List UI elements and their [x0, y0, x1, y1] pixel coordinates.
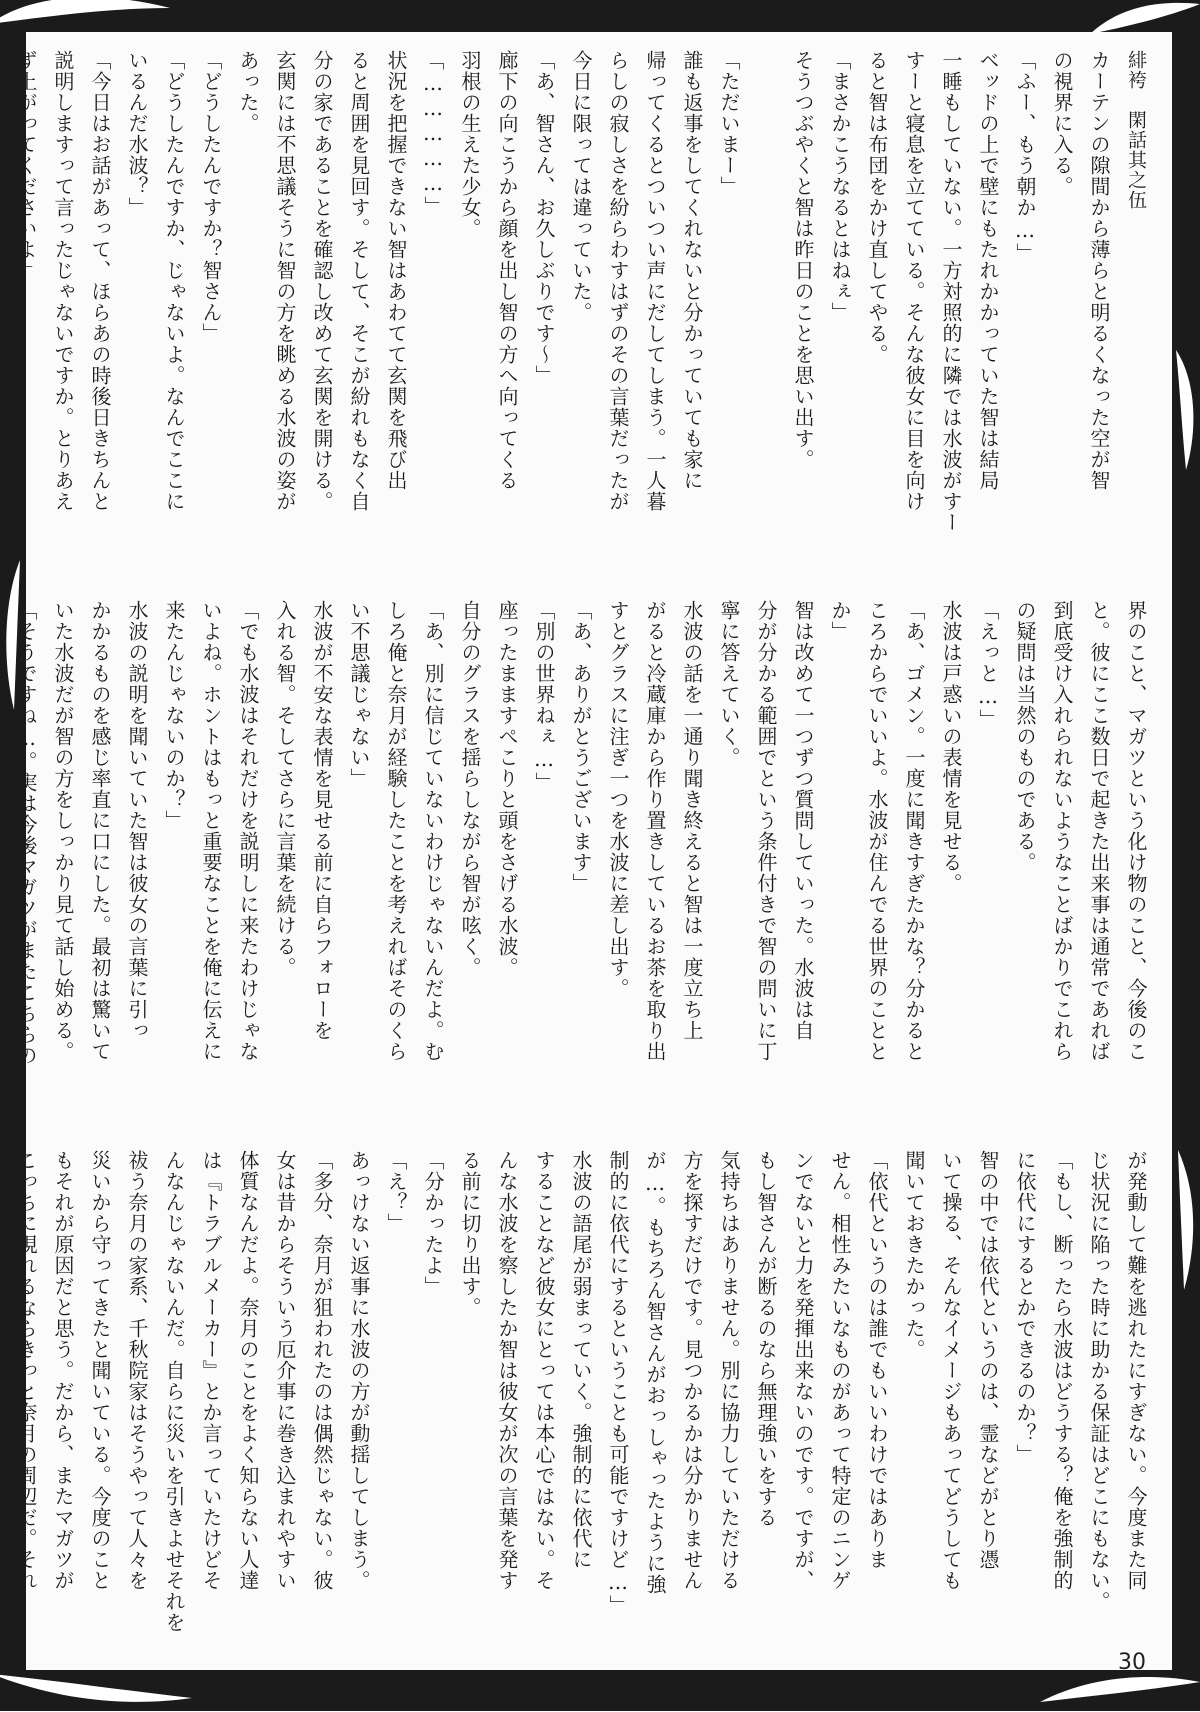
feather-decoration-bottom-left	[0, 1668, 192, 1712]
feather-decoration-bottom-right	[1040, 1672, 1200, 1711]
feather-decoration-right-1	[1172, 350, 1200, 470]
feather-decoration-right-2	[1172, 1150, 1200, 1290]
text-page	[14, 32, 1172, 1675]
text-block-middle	[14, 600, 1154, 1106]
story-text-middle: 界のこと、マガツという化け物のこと、今後のこ と。彼にここ数日で起きた出来事は通常であれば 到底受け入れられないようなことばかりでこれら の疑問は当然のものである。 「えっと…」 水波は戸惑いの表情を見せる。 「あ、ゴメン。一度に聞きすぎたかな？分かると ころからでいいよ。水波が住んでる世界のことと か」 智は改めて一つずつ質問していった。水波は自 分が分かる範囲でという条件付きで智の問いに丁 寧に答えていく。 水波の話を一通り聞き終えると智は一度立ち上 がると冷蔵庫から作り置きしているお茶を取り出 すとグラスに注ぎ一つを水波に差し出す。 「あ、ありがとうございます」 「別の世界ねぇ…」 座ったまますぺこりと頭をさげる水波。 自分のグラスを揺らしながら智が呟く。 「あ、別に信じていないわけじゃないんだよ。む しろ俺と奈月が経験したことを考えればそのくら い不思議じゃない」 水波が不安な表情を見せる前に自らフォローを 入れる智。そしてさらに言葉を続ける。 「でも水波はそれだけを説明しに来たわけじゃな いよね。ホントはもっと重要なことを俺に伝えに 来たんじゃないのか？」 水波の説明を聞いていた智は彼女の言葉に引っ かかるものを感じ率直に口にした。最初は驚いて いた水波だが智の方をしっかり見て話し始める。 「そうですね…。実は今後マガツがまたこちらの	[14, 600, 1148, 1066]
text-block-upper	[14, 50, 1154, 554]
text-block-lower	[14, 1150, 1154, 1654]
feather-decoration-top-left	[0, 0, 170, 34]
story-text-lower: が発動して難を逃れたにすぎない。今度また同 じ状況に陥った時に助かる保証はどこにもない。 「もし、断ったら水波はどうする？俺を強制的 に依代にするとかできるのか？」 智の中では依代というのは、霊などがとり憑 いて操る、そんなイメージもあってどうしても 聞いておきたかった。 「依代というのは誰でもいいわけではありま せん。相性みたいなものがあって特定のニンゲ ンでないと力を発揮出来ないのです。ですが、 もし智さんが断るのなら無理強いをする 気持ちはありません。別に協力していただける 方を探すだけです。見つかるかは分かりません が…。もちろん智さんがおっしゃったように強 制的に依代にするということも可能ですけど…」 水波の語尾が弱まっていく。強制的に依代に することなど彼女にとっては本心ではない。そ んな水波を察したか智は彼女が次の言葉を発す る前に切り出す。 「分かったよ」 「え？」 あっけない返事に水波の方が動揺してしまう。 「多分、奈月が狙われたのは偶然じゃない。彼 女は昔からそういう厄介事に巻き込まれやすい 体質なんだよ。奈月のことをよく知らない人達 は『トラブルメーカー』とか言っていたけどそ んなんじゃないんだ。自らに災いを引きよせそれを 祓う奈月の家系、千秋院家はそうやって人々を 災いから守ってきたと聞いている。今度のこと もそれが原因だと思う。だから、またマガツが こっちに現れるならきっと奈月の周辺だ。それ	[14, 1150, 1148, 1633]
story-title: 緋袴 閑話其之伍	[1125, 50, 1147, 210]
page-number: 30	[1118, 1650, 1146, 1675]
story-text-upper: カーテンの隙間から薄らと明るくなった空が智 の視界に入る。 「ふー、もう朝か…」 ベッドの上で壁にもたれかかっていた智は結局 一睡もしていない。一方対照的に隣では水波がすー すーと寝息を立てている。そんな彼女に目を向け ると智は布団をかけ直してやる。 「まさかこうなるとはねぇ」 そうつぶやくと智は昨日のことを思い出す。 「ただいまー」 誰も返事をしてくれないと分かっていても家に 帰ってくるとついつい声にだしてしまう。一人暮 らしの寂しさを紛らわすはずのその言葉だったが 今日に限っては違っていた。 「あ、智さん、お久しぶりです〜」 廊下の向こうから顔を出し智の方へ向ってくる 羽根の生えた少女。 「……………」 状況を把握できない智はあわてて玄関を飛び出 ると周囲を見回す。そして、そこが紛れもなく自 分の家であることを確認し改めて玄関を開ける。 玄関には不思議そうに智の方を眺める水波の姿が あった。 「どうしたんですか？智さん」 「どうしたんですか、じゃないよ。なんでここに いるんだ水波？」 「今日はお話があって、ほらあの時後日きちんと 説明しますって言ったじゃないですか。とりあえ ず上がってくださいよ」	[14, 50, 1111, 533]
